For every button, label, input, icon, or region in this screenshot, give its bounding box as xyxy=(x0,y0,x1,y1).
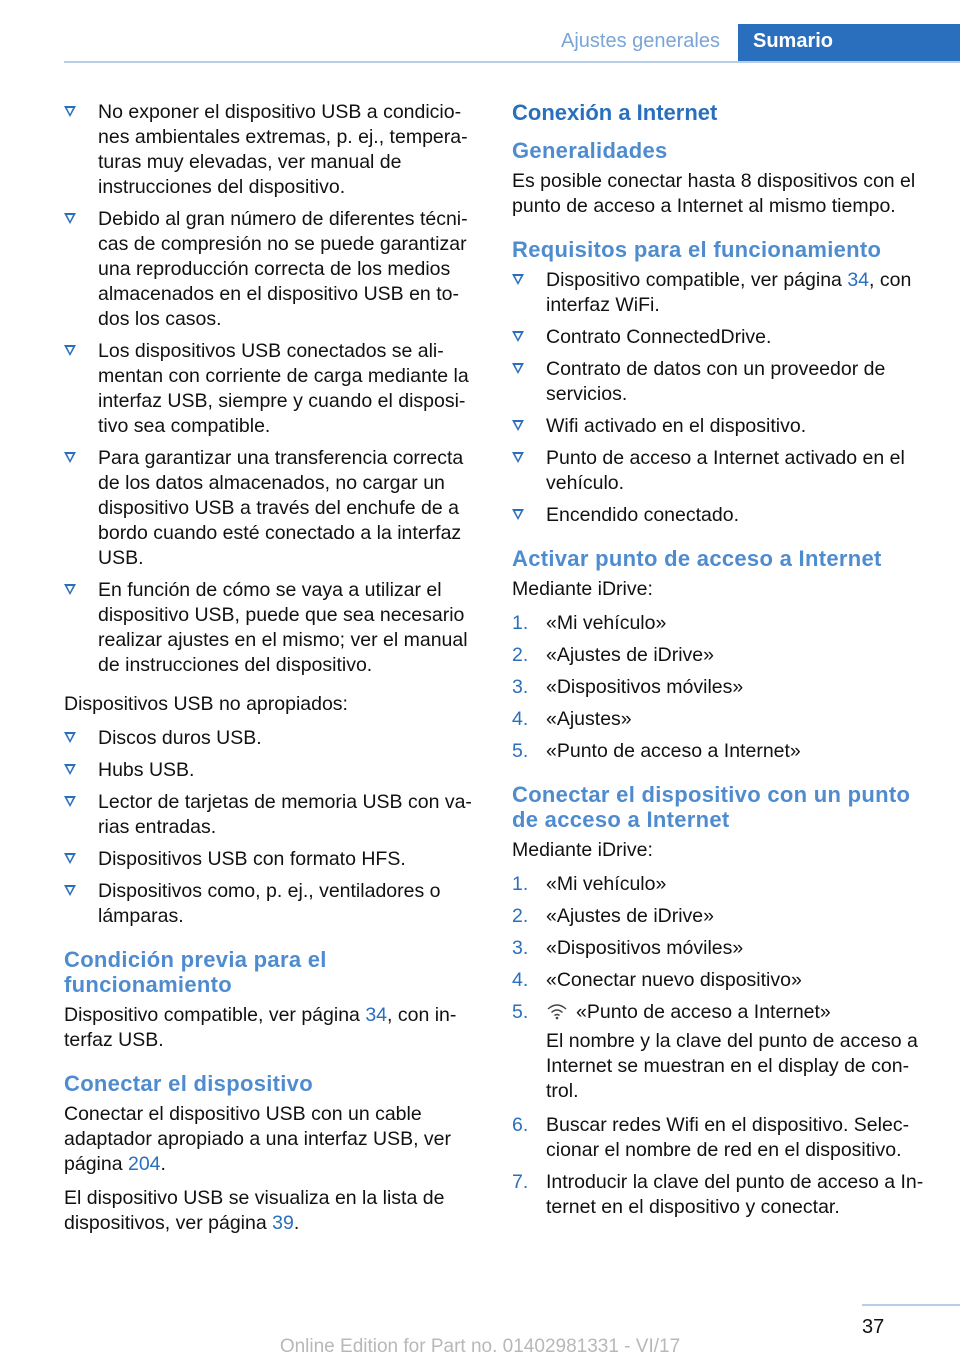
triangle-bullet-icon xyxy=(64,345,76,356)
list-item: Lector de tarjetas de memoria USB con va-rias entradas. xyxy=(64,790,478,840)
list-item: Encendido conectado. xyxy=(512,503,927,528)
page-link[interactable]: 34 xyxy=(365,1004,388,1026)
list-item: En función de cómo se vaya a utilizar el dispositivo USB, puede que sea necesario realizar ajustes en el mismo; ver el manual de instrucciones del dispositivo. xyxy=(64,578,478,678)
triangle-bullet-icon xyxy=(64,764,76,775)
list-item: No exponer el dispositivo USB a condicio-nes ambientales extremas, p. ej., tempera-turas muy elevadas, ver manual de instrucciones del dispositivo. xyxy=(64,100,478,200)
connect-text: Conectar el dispositivo USB con un cable adaptador apropiado a una interfaz USB, ver página 204. xyxy=(64,1103,452,1175)
heading-activate-hotspot: Activar punto de acceso a Internet xyxy=(512,546,882,571)
page-link[interactable]: 34 xyxy=(847,269,870,291)
via-idrive-label: Mediante iDrive: xyxy=(512,578,653,600)
heading-general: Generalidades xyxy=(512,138,668,163)
step-item: 7. Introducir la clave del punto de acceso a In-ternet en el dispositivo y conectar. xyxy=(512,1171,924,1218)
list-item: Los dispositivos USB conectados se ali-mentan con corriente de carga mediante la interfaz USB, siempre y cuando el disposi-tivo sea compatible. xyxy=(64,339,478,439)
triangle-bullet-icon xyxy=(512,420,524,431)
triangle-bullet-icon xyxy=(64,796,76,807)
general-text: Es posible conectar hasta 8 dispositivos con el punto de acceso a Internet al mismo tiempo. xyxy=(512,170,916,217)
triangle-bullet-icon xyxy=(512,363,524,374)
list-item: Debido al gran número de diferentes técni-cas de compresión no se puede garantizar una reproducción correcta de los medios almacenados en el dispositivo USB en to-dos los casos. xyxy=(64,207,478,332)
right-column xyxy=(512,100,927,1234)
list-item: Dispositivo compatible, ver página 34, con interfaz WiFi. xyxy=(512,268,927,318)
triangle-bullet-icon xyxy=(512,509,524,520)
step-item: 5. «Punto de acceso a Internet» xyxy=(512,1001,831,1023)
step-note: El nombre y la clave del punto de acceso a Internet se muestran en el display de con-trol. xyxy=(546,1030,918,1102)
heading-connect-device: Conectar el dispositivo xyxy=(64,1071,313,1096)
triangle-bullet-icon xyxy=(64,106,76,117)
step-item: 1. «Mi vehículo» xyxy=(512,873,667,895)
page-link[interactable]: 39 xyxy=(272,1212,294,1234)
list-item: Discos duros USB. xyxy=(64,726,478,751)
via-idrive-label: Mediante iDrive: xyxy=(512,839,653,861)
list-item: Wifi activado en el dispositivo. xyxy=(512,414,927,439)
heading-requirements: Requisitos para el funcionamiento xyxy=(512,237,882,262)
step-item: 3. «Dispositivos móviles» xyxy=(512,937,744,959)
triangle-bullet-icon xyxy=(64,732,76,743)
list-item: Para garantizar una transferencia correcta de los datos almacenados, no cargar un dispositivo USB a través del enchufe de a bordo cuando esté conectado a la interfaz USB. xyxy=(64,446,478,571)
requirements-list xyxy=(512,268,927,528)
precondition-text: Dispositivo compatible, ver página 34, con in-terfaz USB. xyxy=(64,1004,457,1051)
display-text: El dispositivo USB se visualiza en la lista de dispositivos, ver página 39. xyxy=(64,1187,445,1234)
triangle-bullet-icon xyxy=(512,331,524,342)
heading-connect-to-hotspot: Conectar el dispositivo con un punto de acceso a Internet xyxy=(512,782,911,832)
footer-edition: Online Edition for Part no. 01402981331 - VI/17 xyxy=(279,1336,681,1357)
wifi-icon xyxy=(546,1002,568,1020)
step-item: 2. «Ajustes de iDrive» xyxy=(512,905,714,927)
unsuitable-intro: Dispositivos USB no apropiados: xyxy=(64,693,348,715)
triangle-bullet-icon xyxy=(64,853,76,864)
list-item: Contrato ConnectedDrive. xyxy=(512,325,927,350)
page-link[interactable]: 204 xyxy=(127,1153,161,1175)
step-item: 2. «Ajustes de iDrive» xyxy=(512,644,714,666)
page-number: 37 xyxy=(862,1316,885,1338)
unsuitable-list xyxy=(64,726,478,929)
connect-steps xyxy=(512,872,927,1220)
list-item: Hubs USB. xyxy=(64,758,478,783)
step-item: 1. «Mi vehículo» xyxy=(512,612,667,634)
step-item: 5. «Punto de acceso a Internet» xyxy=(512,740,801,762)
triangle-bullet-icon xyxy=(64,213,76,224)
list-item: Dispositivos como, p. ej., ventiladores o lámparas. xyxy=(64,879,478,929)
triangle-bullet-icon xyxy=(64,452,76,463)
footer-divider xyxy=(862,1304,960,1306)
tab-summary[interactable]: Sumario xyxy=(738,24,960,62)
list-item: Punto de acceso a Internet activado en el vehículo. xyxy=(512,446,927,496)
usb-notes-list xyxy=(64,100,478,678)
heading-precondition: Condición previa para el funcionamiento xyxy=(64,947,327,997)
heading-internet-connection: Conexión a Internet xyxy=(512,100,718,125)
header-divider xyxy=(64,61,960,63)
step-item: 6. Buscar redes Wifi en el dispositivo. Selec-cionar el nombre de red en el dispositivo. xyxy=(512,1114,910,1161)
step-item: 3. «Dispositivos móviles» xyxy=(512,676,744,698)
triangle-bullet-icon xyxy=(512,274,524,285)
top-navigation xyxy=(561,24,960,62)
left-column xyxy=(64,100,478,1245)
step-item: 4. «Conectar nuevo dispositivo» xyxy=(512,969,802,991)
triangle-bullet-icon xyxy=(512,452,524,463)
step-item: 4. «Ajustes» xyxy=(512,708,632,730)
triangle-bullet-icon xyxy=(64,885,76,896)
list-item: Dispositivos USB con formato HFS. xyxy=(64,847,478,872)
triangle-bullet-icon xyxy=(64,584,76,595)
section-title[interactable]: Ajustes generales xyxy=(561,30,720,52)
activate-steps xyxy=(512,611,927,764)
list-item: Contrato de datos con un proveedor de servicios. xyxy=(512,357,927,407)
